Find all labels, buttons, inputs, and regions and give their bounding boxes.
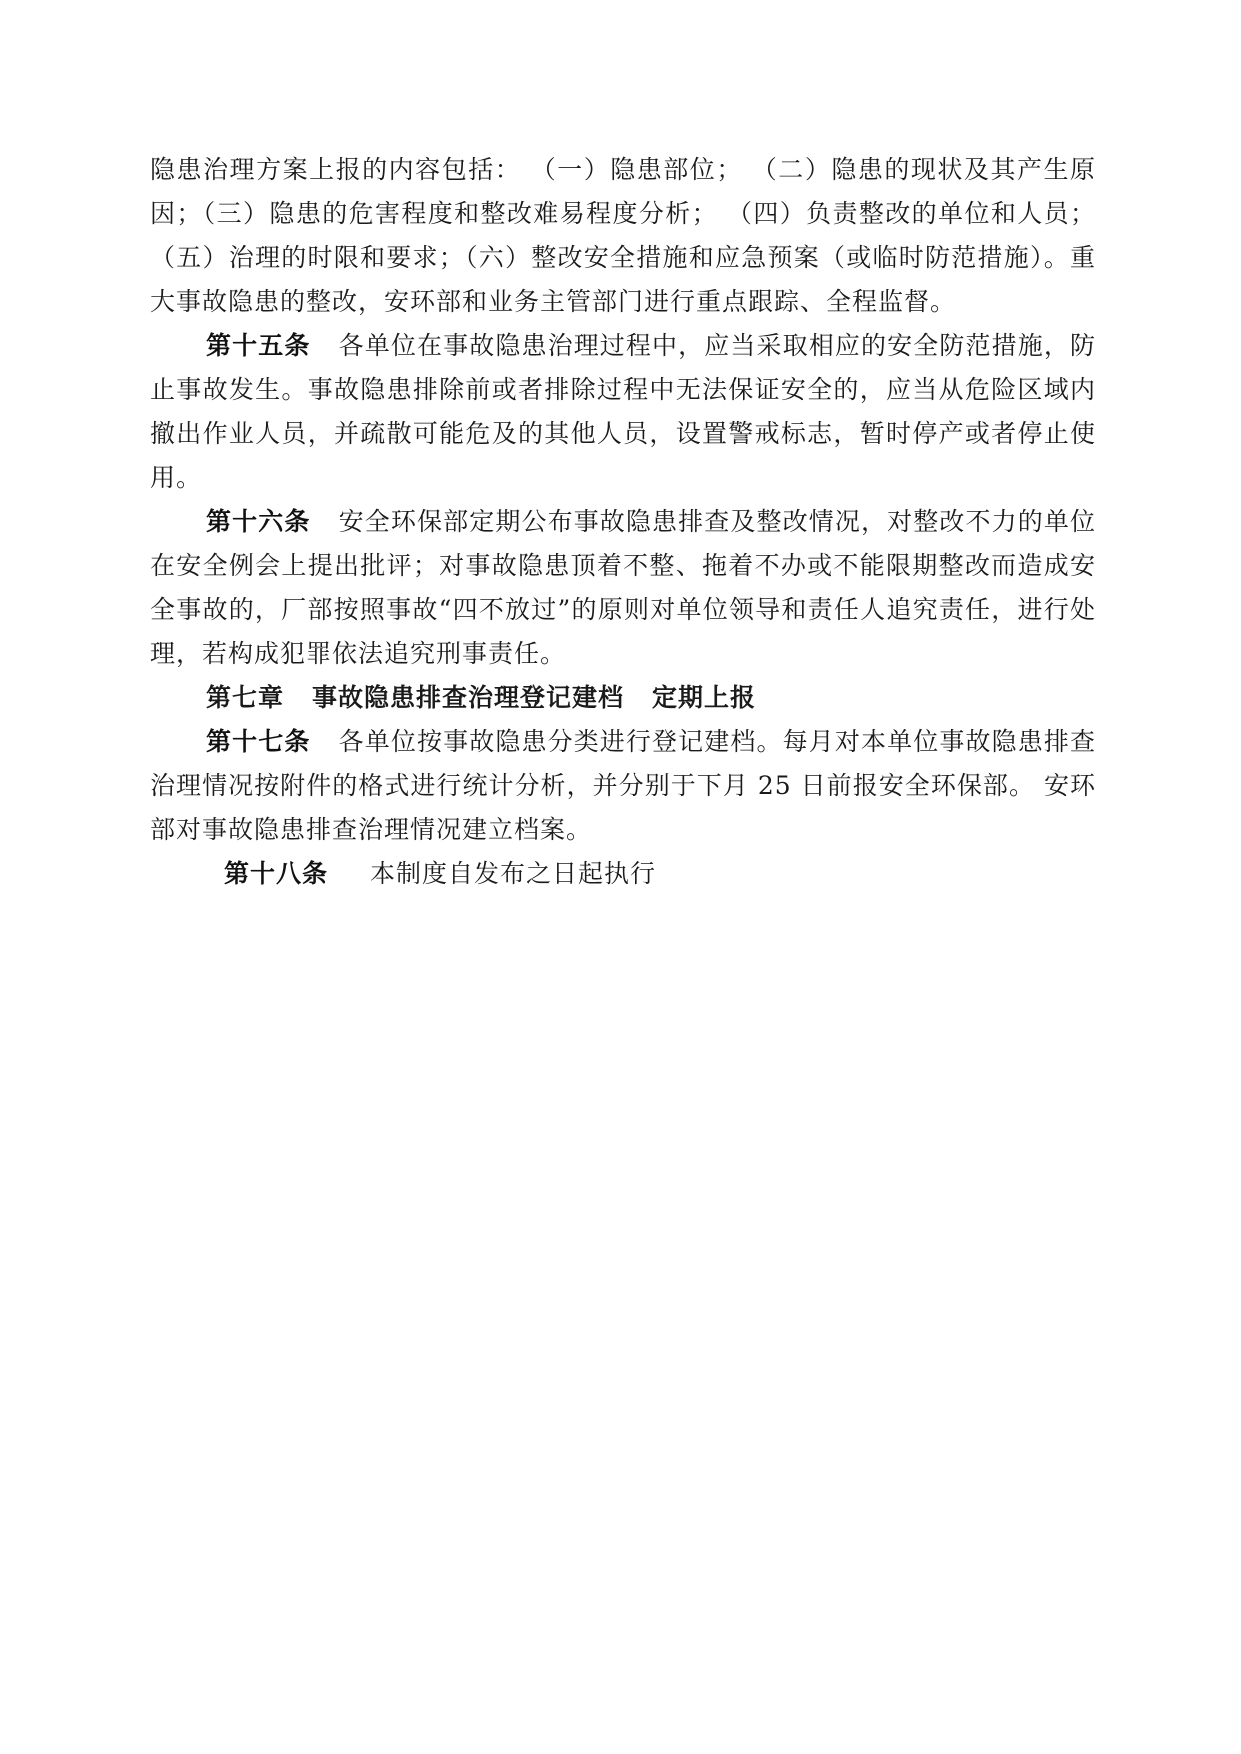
article-17-title: 第十七条 <box>206 727 311 756</box>
article-17-text: 各单位按事故隐患分类进行登记建档。每月对本单位事故隐患排查治理情况按附件的格式进行统计分析，并分别于下月 25 日前报安全环保部。 安环部对事故隐患排查治理情况建立档案。 <box>150 727 1096 844</box>
article-18 <box>150 852 1096 896</box>
article-15 <box>150 324 1096 500</box>
chapter-7-heading <box>150 676 1096 720</box>
paragraph-remediation-plan: 隐患治理方案上报的内容包括： （一）隐患部位； （二）隐患的现状及其产生原因；（三）隐患的危害程度和整改难易程度分析； （四）负责整改的单位和人员；（五）治理的时限和要求；（六）整改安全措施和应急预案（或临时防范措施）。重大事故隐患的整改，安环部和业务主管部门进行重点跟踪、全程监督。 <box>150 155 1096 316</box>
article-16 <box>150 500 1096 676</box>
article-15-title: 第十五条 <box>206 331 311 360</box>
chapter-7-title-b: 定期上报 <box>652 683 757 712</box>
article-18-text: 本制度自发布之日起执行 <box>370 859 657 888</box>
article-16-text: 安全环保部定期公布事故隐患排查及整改情况，对整改不力的单位在安全例会上提出批评；对事故隐患顶着不整、拖着不办或不能限期整改而造成安全事故的，厂部按照事故“四不放过”的原则对单位领导和责任人追究责任，进行处理，若构成犯罪依法追究刑事责任。 <box>150 507 1096 668</box>
article-15-text: 各单位在事故隐患治理过程中，应当采取相应的安全防范措施，防止事故发生。事故隐患排除前或者排除过程中无法保证安全的，应当从危险区域内撤出作业人员，并疏散可能危及的其他人员，设置警戒标志，暂时停产或者停止使用。 <box>150 331 1096 492</box>
article-17 <box>150 720 1096 852</box>
chapter-7-number: 第七章 <box>206 683 285 712</box>
document-body <box>150 148 1096 896</box>
article-16-title: 第十六条 <box>206 507 311 536</box>
chapter-7-title-a: 事故隐患排查治理登记建档 <box>312 683 625 712</box>
article-18-title: 第十八条 <box>224 859 329 888</box>
